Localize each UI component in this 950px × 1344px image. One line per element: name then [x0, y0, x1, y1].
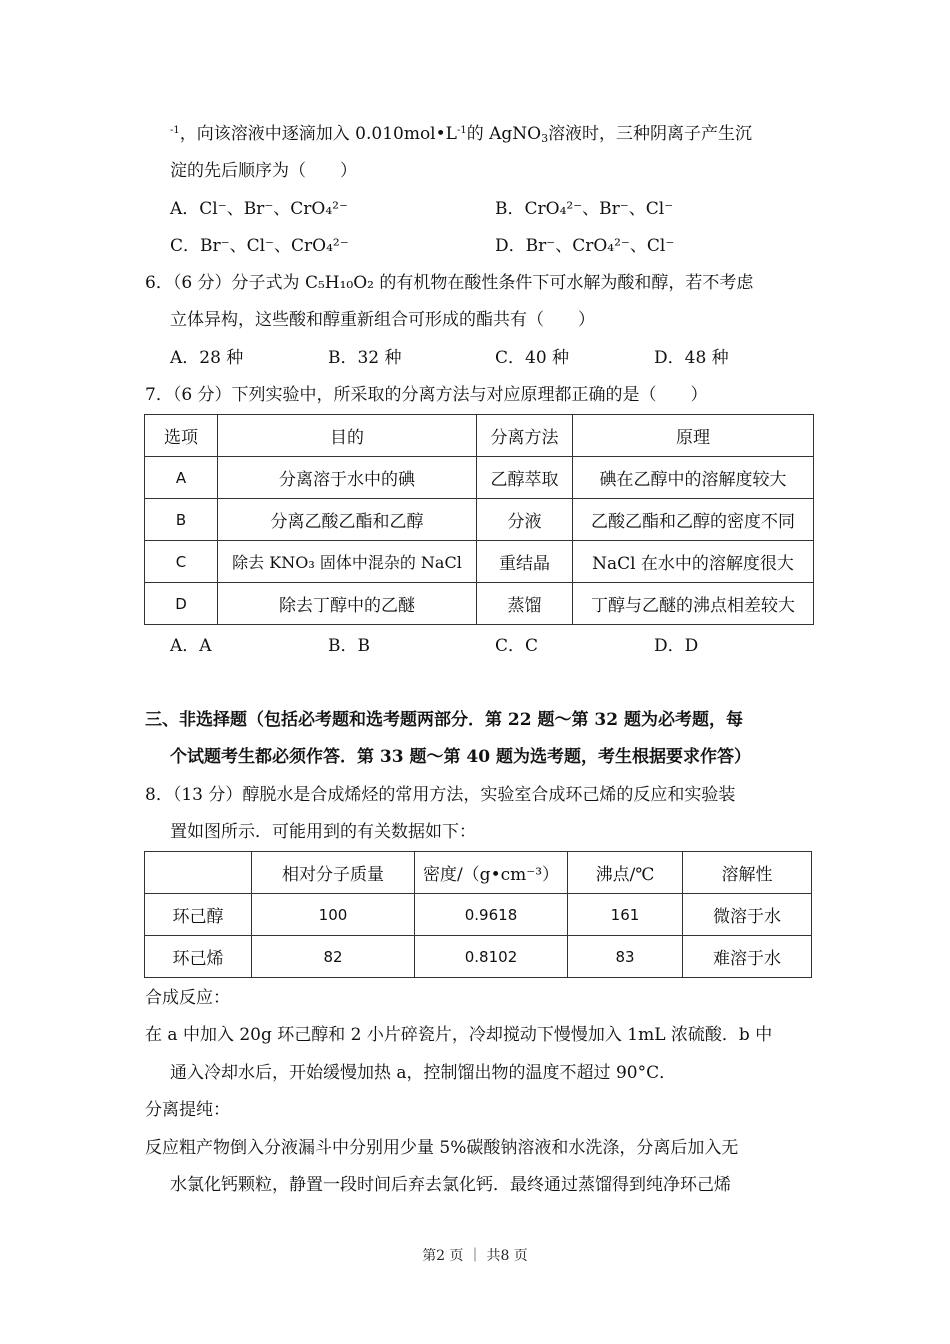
q6-option-b: B．32 种	[328, 348, 402, 368]
section-heading-line1: 三、非选择题（包括必考题和选考题两部分．第 22 题～第 32 题为必考题，每	[145, 710, 743, 730]
table-header-cell: 分离方法	[477, 415, 573, 457]
table-header-cell: 溶解性	[683, 852, 812, 894]
table-header-row	[145, 415, 814, 457]
separation-line2: 水氯化钙颗粒，静置一段时间后弃去氯化钙．最终通过蒸馏得到纯净环己烯	[170, 1175, 731, 1195]
q6-option-a: A．28 种	[170, 348, 244, 368]
q7-stem: 7．（6 分）下列实验中，所采取的分离方法与对应原理都正确的是（ ）	[145, 385, 708, 405]
table-row	[145, 936, 812, 978]
table-header-cell: 相对分子质量	[252, 852, 415, 894]
table-cell: 0.9618	[415, 894, 568, 936]
table-cell: 环己醇	[145, 894, 252, 936]
table-cell: 除去丁醇中的乙醚	[218, 583, 477, 625]
table-cell: 碘在乙醇中的溶解度较大	[573, 457, 814, 499]
page-number-footer: 第2 页 ｜ 共8 页	[422, 1248, 528, 1264]
q5-option-c: C．Br⁻、Cl⁻、CrO₄²⁻	[170, 236, 349, 256]
table-row	[145, 541, 814, 583]
section-heading-line2: 个试题考生都必须作答．第 33 题～第 40 题为选考题，考生根据要求作答）	[170, 747, 751, 767]
q5-stem-line1: $^{-1}$，向该溶液中逐滴加入 $0.010mol•L^{-1}$的 AgNO$_3$溶液时，三种阴离子产生沉	[170, 124, 753, 145]
table-header-row	[145, 852, 812, 894]
q7-option-b: B．B	[328, 636, 370, 656]
synthesis-line2: 通入冷却水后，开始缓慢加热 a，控制馏出物的温度不超过 90°C．	[170, 1063, 677, 1083]
table-cell: 83	[568, 936, 683, 978]
q5-option-d: D．Br⁻、CrO₄²⁻、Cl⁻	[495, 236, 675, 256]
table-cell: 蒸馏	[477, 583, 573, 625]
table-cell: NaCl 在水中的溶解度很大	[573, 541, 814, 583]
table-row	[145, 894, 812, 936]
q6-stem-line2: 立体异构，这些酸和醇重新组合可形成的酯共有（ ）	[170, 310, 595, 330]
q8-stem-line2: 置如图所示．可能用到的有关数据如下：	[170, 822, 476, 842]
q5-stem-line2: 淀的先后顺序为（ ）	[170, 161, 357, 181]
table-row	[145, 499, 814, 541]
q7-table	[144, 414, 814, 625]
table-row	[145, 583, 814, 625]
synthesis-line1: 在 a 中加入 20g 环己醇和 2 小片碎瓷片，冷却搅动下慢慢加入 1mL 浓硫酸．b 中	[145, 1025, 773, 1045]
table-cell: 微溶于水	[683, 894, 812, 936]
table-cell: 乙醇萃取	[477, 457, 573, 499]
table-header-cell: 目的	[218, 415, 477, 457]
q6-stem-line1: 6．（6 分）分子式为 C₅H₁₀O₂ 的有机物在酸性条件下可水解为酸和醇，若不考虑	[145, 273, 754, 293]
table-header-cell: 密度/（g•cm⁻³）	[415, 852, 568, 894]
synthesis-title: 合成反应：	[145, 988, 230, 1008]
q5-option-a: A．Cl⁻、Br⁻、CrO₄²⁻	[170, 199, 348, 219]
table-cell: 环己烯	[145, 936, 252, 978]
table-cell: 分液	[477, 499, 573, 541]
q7-option-a: A．A	[170, 636, 212, 656]
table-header-cell: 沸点/℃	[568, 852, 683, 894]
table-cell: 分离溶于水中的碘	[218, 457, 477, 499]
table-cell: D	[145, 583, 218, 625]
q8-data-table	[144, 851, 812, 978]
table-cell: 82	[252, 936, 415, 978]
q5-option-b: B．CrO₄²⁻、Br⁻、Cl⁻	[495, 199, 674, 219]
table-cell: 100	[252, 894, 415, 936]
separation-title: 分离提纯：	[145, 1100, 230, 1120]
table-header-cell: 原理	[573, 415, 814, 457]
table-cell: 丁醇与乙醚的沸点相差较大	[573, 583, 814, 625]
q8-stem-line1: 8．（13 分）醇脱水是合成烯烃的常用方法，实验室合成环己烯的反应和实验装	[145, 785, 736, 805]
q6-option-d: D．48 种	[654, 348, 729, 368]
table-header-cell: 选项	[145, 415, 218, 457]
table-cell: 难溶于水	[683, 936, 812, 978]
table-cell: C	[145, 541, 218, 583]
table-cell: 0.8102	[415, 936, 568, 978]
table-cell: B	[145, 499, 218, 541]
table-row	[145, 457, 814, 499]
table-cell: 161	[568, 894, 683, 936]
q6-option-c: C．40 种	[495, 348, 570, 368]
table-cell: 分离乙酸乙酯和乙醇	[218, 499, 477, 541]
table-cell: 乙酸乙酯和乙醇的密度不同	[573, 499, 814, 541]
table-cell: 重结晶	[477, 541, 573, 583]
table-header-cell	[145, 852, 252, 894]
separation-line1: 反应粗产物倒入分液漏斗中分别用少量 5%碳酸钠溶液和水洗涤，分离后加入无	[145, 1138, 739, 1158]
table-cell: 除去 KNO₃ 固体中混杂的 NaCl	[218, 541, 477, 583]
table-cell: A	[145, 457, 218, 499]
q7-option-c: C．C	[495, 636, 539, 656]
q7-option-d: D．D	[654, 636, 699, 656]
